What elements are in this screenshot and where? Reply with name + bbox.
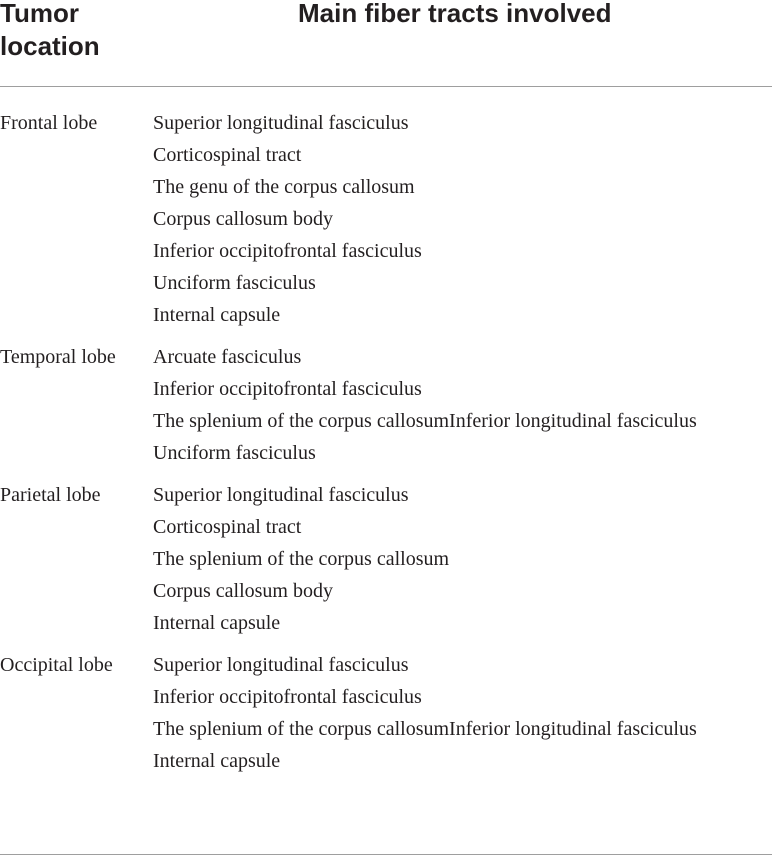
fiber-tract: Inferior occipitofrontal fasciculus [153, 686, 422, 708]
fiber-tract: The splenium of the corpus callosumInferior longitudinal fasciculus [153, 718, 697, 740]
fiber-tract: Internal capsule [153, 750, 281, 772]
fiber-tract: Internal capsule [153, 612, 281, 634]
table-row [0, 649, 772, 777]
fiber-tract: The genu of the corpus callosum [153, 176, 415, 198]
fiber-tract: Arcuate fasciculus [153, 346, 302, 368]
table-body [0, 87, 772, 777]
fiber-tract: Superior longitudinal fasciculus [153, 112, 409, 134]
fiber-tract: Corpus callosum body [153, 580, 333, 602]
fiber-tract: Internal capsule [153, 304, 281, 326]
table-row [0, 479, 772, 639]
table-bottom-rule [0, 854, 772, 855]
fiber-tract: Unciform fasciculus [153, 272, 316, 294]
fiber-tract: Corpus callosum body [153, 208, 333, 230]
fiber-tract: The splenium of the corpus callosum [153, 548, 450, 570]
fiber-tract-list [153, 107, 753, 331]
tumor-location-cell: Parietal lobe [0, 484, 101, 506]
fiber-tract: The splenium of the corpus callosumInferior longitudinal fasciculus [153, 410, 697, 432]
fiber-tract: Superior longitudinal fasciculus [153, 484, 409, 506]
tumor-location-cell: Temporal lobe [0, 346, 116, 368]
fiber-tract-list [153, 649, 753, 777]
fiber-tract-list [153, 341, 753, 469]
fiber-tract: Inferior occipitofrontal fasciculus [153, 240, 422, 262]
fiber-tract: Superior longitudinal fasciculus [153, 654, 409, 676]
header-main-fiber-tracts: Main fiber tracts involved [298, 0, 612, 28]
fiber-tract-list [153, 479, 753, 639]
tumor-location-cell: Occipital lobe [0, 654, 113, 676]
header-tumor-location: Tumor location [0, 0, 100, 61]
fiber-tract: Corticospinal tract [153, 516, 302, 538]
table-row [0, 341, 772, 469]
fiber-tract: Corticospinal tract [153, 144, 302, 166]
tumor-location-cell: Frontal lobe [0, 112, 98, 134]
fiber-tract: Unciform fasciculus [153, 442, 316, 464]
fiber-tract: Inferior occipitofrontal fasciculus [153, 378, 422, 400]
table-row [0, 107, 772, 331]
table-header [0, 0, 772, 87]
